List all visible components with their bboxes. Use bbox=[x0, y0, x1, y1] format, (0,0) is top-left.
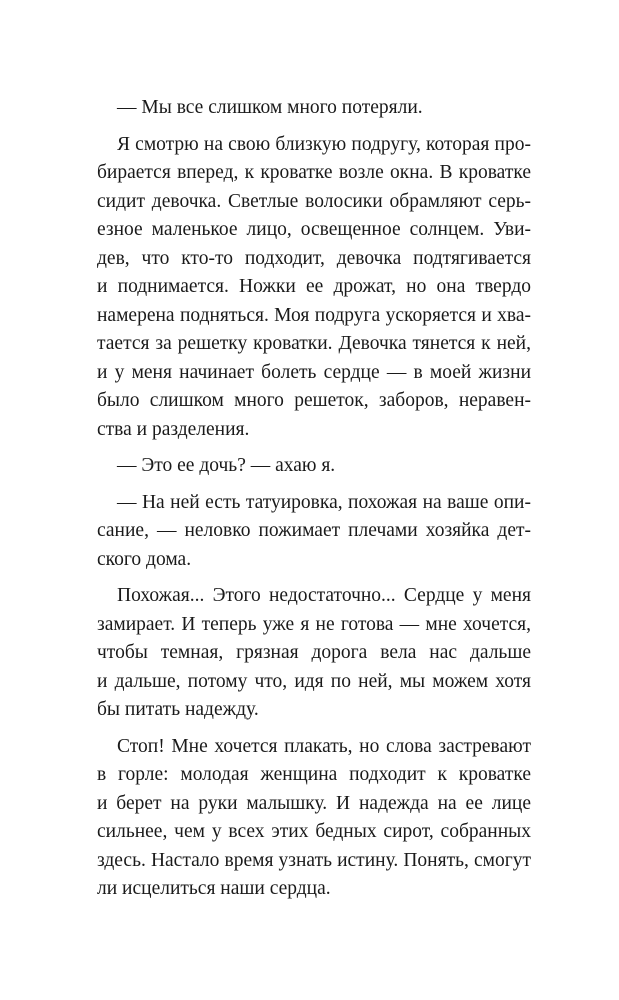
text-line: бирается вперед, к кроватке возле окна. В кроватке bbox=[97, 162, 531, 183]
text-line: Похожая... Этого недостаточно... Сердце у меня bbox=[117, 585, 531, 606]
paragraph-2 bbox=[97, 131, 531, 445]
text-line: и берет на руки малышку. И надежда на ее лице bbox=[97, 792, 531, 814]
text-line: и поднимается. Ножки ее дрожат, но она твердо bbox=[97, 276, 531, 297]
text-line: Я смотрю на свою близкую подругу, которая про- bbox=[117, 133, 531, 155]
text-line: в горле: молодая женщина подходит к кроватке bbox=[97, 764, 531, 785]
paragraph-1 bbox=[97, 94, 531, 123]
text-line: чтобы темная, грязная дорога вела нас дальше bbox=[97, 642, 531, 663]
text-line: — Мы все слишком много потеряли. bbox=[117, 97, 423, 118]
text-line: ства и разделения. bbox=[97, 418, 250, 440]
text-line: бы питать надежду. bbox=[97, 699, 259, 720]
paragraph-3 bbox=[97, 452, 531, 481]
text-line: сание, — неловко пожимает плечами хозяйка дет- bbox=[97, 520, 531, 541]
text-line: и дальше, потому что, идя по ней, мы можем хотя bbox=[97, 670, 531, 692]
paragraph-4 bbox=[97, 489, 531, 575]
paragraph-5 bbox=[97, 582, 531, 725]
text-line: сильнее, чем у всех этих бедных сирот, собранных bbox=[97, 821, 531, 842]
book-page bbox=[97, 94, 531, 904]
text-line: езное маленькое лицо, освещенное солнцем. Уви- bbox=[97, 219, 531, 240]
text-line: и у меня начинает болеть сердце — в моей жизни bbox=[97, 361, 531, 383]
text-line: намерена подняться. Моя подруга ускоряется и хва- bbox=[97, 304, 531, 326]
text-line: было слишком много решеток, заборов, неравен- bbox=[97, 390, 531, 411]
text-line: дев, что кто-то подходит, девочка подтягивается bbox=[97, 247, 531, 269]
text-line: замирает. И теперь уже я не готова — мне хочется, bbox=[97, 613, 531, 635]
text-line: ли исцелиться наши сердца. bbox=[97, 878, 331, 899]
text-line: ского дома. bbox=[97, 548, 192, 570]
paragraph-6 bbox=[97, 733, 531, 904]
text-line: сидит девочка. Светлые волосики обрамляют серь- bbox=[97, 190, 531, 212]
text-line: здесь. Настало время узнать истину. Понять, смогут bbox=[97, 849, 531, 871]
text-line: тается за решетку кроватки. Девочка тянется к ней, bbox=[97, 333, 531, 354]
text-line: — Это ее дочь? — ахаю я. bbox=[117, 455, 336, 476]
text-line: — На ней есть татуировка, похожая на ваше опи- bbox=[117, 491, 531, 513]
text-line: Стоп! Мне хочется плакать, но слова застревают bbox=[117, 735, 531, 757]
